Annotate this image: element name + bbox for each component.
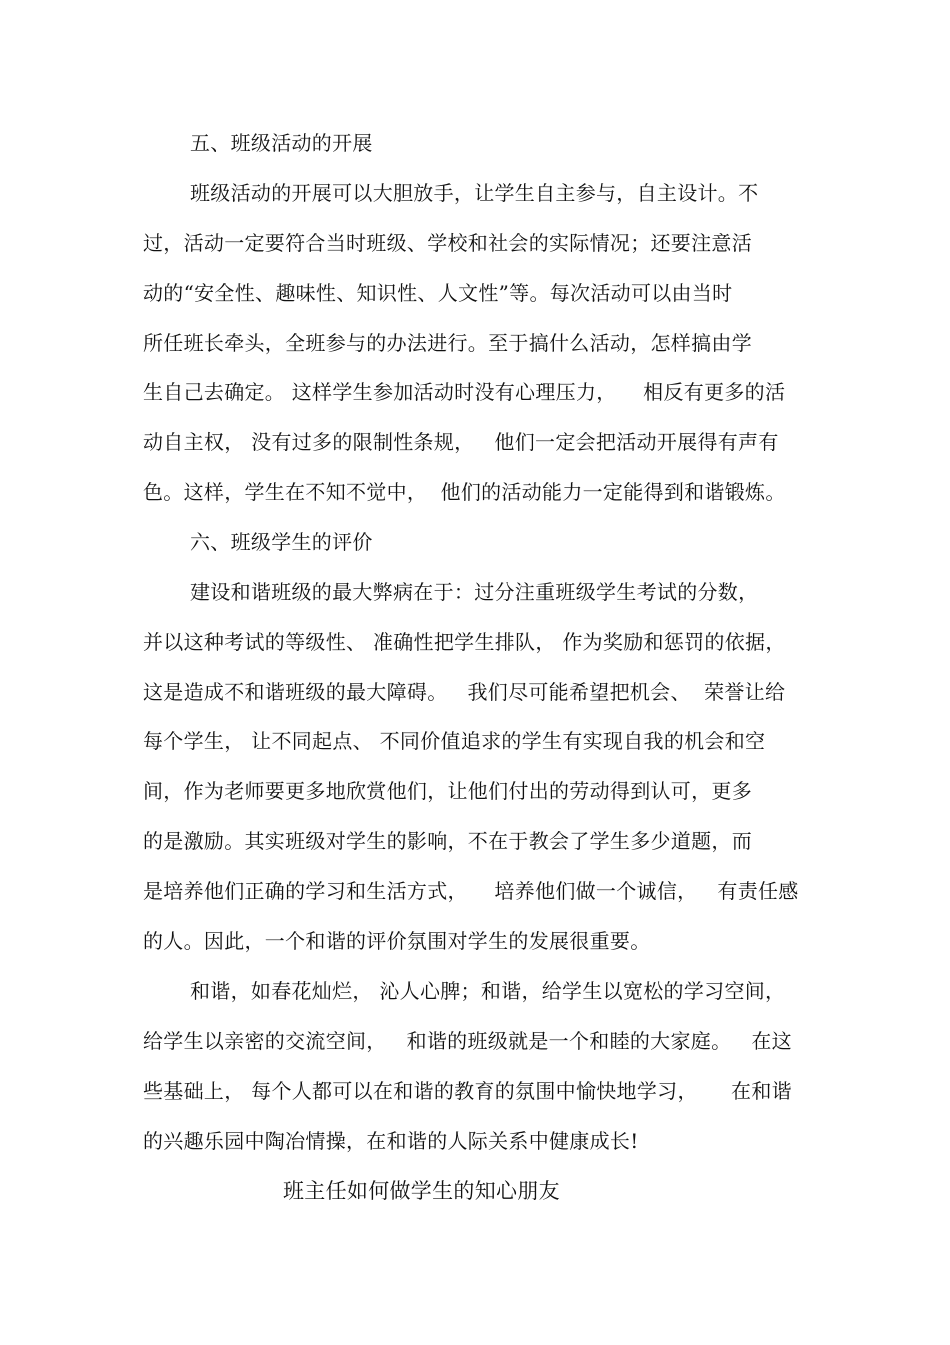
paragraph-line: 些基础上， 每个人都可以在和谐的教育的氛围中愉快地学习， 在和谐	[143, 1079, 792, 1103]
paragraph-line: 和谐，如春花灿烂， 沁人心脾；和谐，给学生以宽松的学习空间，	[190, 979, 786, 1003]
paragraph-line: 间，作为老师要更多地欣赏他们，让他们付出的劳动得到认可，更多	[143, 779, 752, 803]
next-article-title: 班主任如何做学生的知心朋友	[283, 1179, 560, 1203]
paragraph-line: 的兴趣乐园中陶冶情操，在和谐的人际关系中健康成长!	[143, 1129, 639, 1153]
paragraph-line: 色。这样，学生在不知不觉中， 他们的活动能力一定能得到和谐锻炼。	[143, 480, 786, 504]
paragraph-line: 每个学生， 让不同起点、 不同价值追求的学生有实现自我的机会和空	[143, 729, 766, 753]
paragraph-line: 生自己去确定。 这样学生参加活动时没有心理压力， 相反有更多的活	[143, 380, 786, 404]
paragraph-line: 建设和谐班级的最大弊病在于：过分注重班级学生考试的分数，	[190, 580, 759, 604]
paragraph-line: 过，活动一定要符合当时班级、学校和社会的实际情况；还要注意活	[143, 231, 752, 255]
paragraph-line: 给学生以亲密的交流空间， 和谐的班级就是一个和睦的大家庭。 在这	[143, 1029, 792, 1053]
paragraph-line: 动的“安全性、趣味性、知识性、人文性”等。每次活动可以由当时	[143, 281, 733, 305]
paragraph-line: 所任班长牵头，全班参与的办法进行。至于搞什么活动，怎样搞由学	[143, 331, 752, 355]
paragraph-line: 的人。因此，一个和谐的评价氛围对学生的发展很重要。	[143, 929, 651, 953]
paragraph-line: 这是造成不和谐班级的最大障碍。 我们尽可能希望把机会、 荣誉让给	[143, 680, 786, 704]
section-heading-5: 五、班级活动的开展	[190, 131, 373, 155]
paragraph-line: 是培养他们正确的学习和生活方式， 培养他们做一个诚信， 有责任感	[143, 879, 799, 903]
paragraph-line: 动自主权， 没有过多的限制性条规， 他们一定会把活动开展得有声有	[143, 430, 779, 454]
paragraph-line: 班级活动的开展可以大胆放手，让学生自主参与，自主设计。不	[190, 181, 759, 205]
paragraph-line: 并以这种考试的等级性、 准确性把学生排队， 作为奖励和惩罚的依据，	[143, 630, 786, 654]
section-heading-6: 六、班级学生的评价	[190, 530, 373, 554]
paragraph-line: 的是激励。其实班级对学生的影响，不在于教会了学生多少道题，而	[143, 829, 752, 853]
